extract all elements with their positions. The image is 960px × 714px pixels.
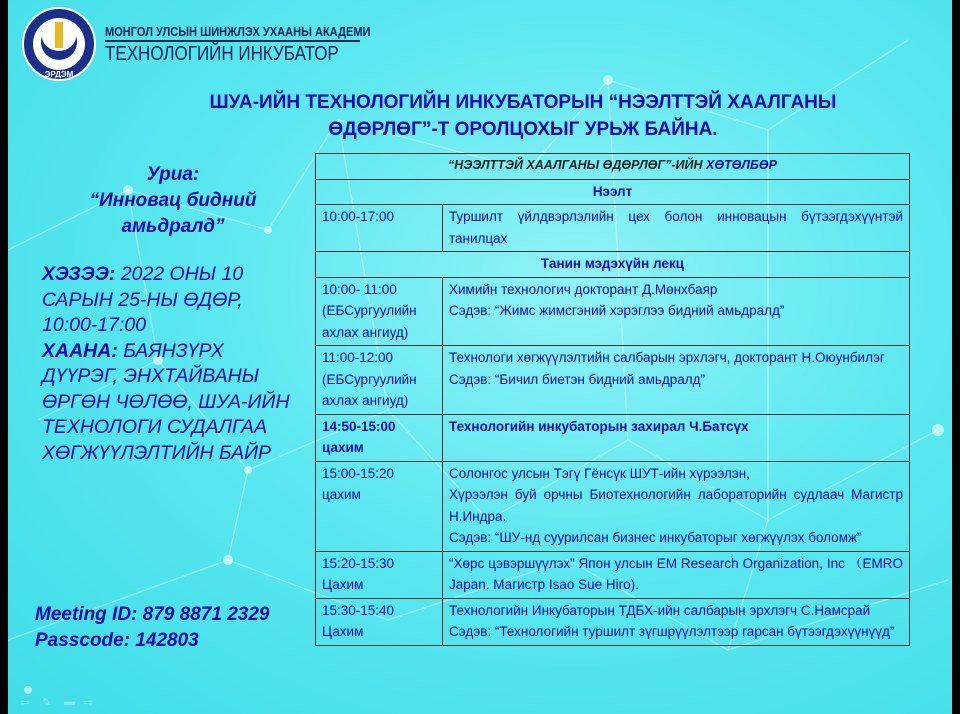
table-row: 10:00-17:00 Туршилт үйлдвэрлэлийн цех болон инновацын бүтээгдэхүүнтэй танилцах [316,205,910,252]
table-row [316,346,910,415]
program-table [315,153,910,646]
time-text: (ЕБСургуулийн [322,371,417,387]
academy-logo [18,6,100,82]
time-text: (ЕБСургуулийн [322,303,417,318]
description-text: Сэдэв: “ШУ-нд суурилсан бизнес инкубаторыг хөгжүүлэх боломж” [449,530,862,545]
description-text: Технологийн инкубаторын захирал Ч.Батсүх [449,418,749,434]
section-opening: Нээлт [316,179,910,205]
when-label: ХЭЗЭЭ: [42,263,116,285]
meeting-passcode: Passcode: 142803 [35,630,199,651]
description-text: Технологи хөгжүүлэлтийн салбарын эрхлэгч, докторант Н.Оюунбилэг [449,350,885,365]
where-label: ХААНА: [42,339,118,362]
time-text: цахим [322,487,361,502]
time-text: 15:20-15:30 [322,555,395,571]
time-text: 15:30-15:40 [322,602,395,618]
time-text: Цахим [322,624,364,639]
description-text: Сэдэв: “Бичил биетэн бидний амьдралд” [449,371,706,387]
pen-icon[interactable]: ✎ [42,697,52,709]
description-text: Сэдэв: “Жимс жимсгэний хэрэглээ бидний амьдралд” [449,303,785,318]
prev-slide-icon[interactable]: ⇦ [20,697,30,709]
description-text: Хүрээлэн буй орчны Биотехнологийн лабораторийн судлаач Магистр Н.Индра. [449,487,903,524]
description-cell [443,461,910,551]
table-row [316,551,910,598]
time-text: 14:50-15:00 [322,418,396,434]
page-title-line1: ШУА-ИЙН ТЕХНОЛОГИЙН ИНКУБАТОРЫН “НЭЭЛТТЭЙ ХААЛГАНЫ [209,92,837,113]
motto-line1: “Инновац бидний [89,190,257,211]
svg-text:ЭРДЭМ: ЭРДЭМ [44,70,74,79]
time-text: 10:00- 11:00 [322,281,397,297]
table-row [316,414,910,461]
section-lectures: Танин мэдэхүйн лекц [316,252,910,278]
program-title: “НЭЭЛТТЭЙ ХААЛГАНЫ ӨДӨРЛӨГ”-ИЙН ХӨТӨЛБӨР [316,154,910,180]
meeting-info [35,602,269,654]
time-cell [316,277,443,346]
org-unit: ТЕХНОЛОГИЙН ИНКУБАТОР [105,43,339,65]
where-value: БАЯНЗҮРХ ДҮҮРЭГ, ЭНХТАЙВАНЫ ӨРГӨН ЧӨЛӨӨ, ШУА-ИЙН ТЕХНОЛОГИ СУДАЛГАА ХӨГЖҮҮЛЭЛТИЙН БАЙР [42,339,290,464]
description-text: Солонгос улсын Тэгү Гёнсүк ШУТ-ийн хүрээлэн, [449,465,751,481]
description-cell [443,551,910,598]
description-cell [443,346,910,415]
event-info [42,262,302,466]
time-cell [316,346,443,415]
page-title-line2: ӨДӨРЛӨГ”-Т ОРОЛЦОХЫГ УРЬЖ БАЙНА. [328,119,718,140]
next-slide-icon[interactable]: ⇨ [84,697,94,709]
description-cell [443,277,910,346]
time-text: 15:00-15:20 [322,465,395,481]
table-row [316,461,910,551]
table-row [316,277,910,346]
table-row [316,598,910,645]
description-text: Химийн технологич докторант Д.Мөнхбаяр [449,281,718,297]
time-text: Цахим [322,577,364,592]
slide [8,0,952,714]
org-name: МОНГОЛ УЛСЫН ШИНЖЛЭХ УХААНЫ АКАДЕМИ [105,24,360,42]
motto-label: Уриа: [146,164,200,185]
description-cell [443,414,910,461]
menu-icon[interactable]: ▬ [64,696,75,708]
description-text: “Хөрс цэвэршүүлэх” Япон улсын EM Research Organization, Inc （EMRO Japan. Магистр Isao Sue Hiro). [449,555,903,592]
time-cell [316,598,443,645]
when-value: 2022 ОНЫ 10 САРЫН 25-НЫ ӨДӨР, 10:00-17:00 [42,263,244,336]
time-cell [316,414,443,461]
time-text: ахлах ангиуд) [322,393,409,408]
time-text: 11:00-12:00 [322,350,394,365]
description-cell [443,598,910,645]
motto [78,162,268,240]
description-text: Технологийн Инкубаторын ТДБХ-ийн салбарын эрхлэгч С.Намсрай [449,602,871,618]
time-text: цахим [322,440,364,455]
time-cell [316,551,443,598]
description-text: Сэдэв: “Технологийн туршилт зүгшрүүлэлтээр гарсан бүтээгдэхүүнүүд” [449,624,895,639]
time-cell [316,461,443,551]
motto-line2: амьдралд” [121,216,225,237]
time-text: ахлах ангиуд) [322,324,409,340]
meeting-id: Meeting ID: 879 8871 2329 [35,604,270,625]
